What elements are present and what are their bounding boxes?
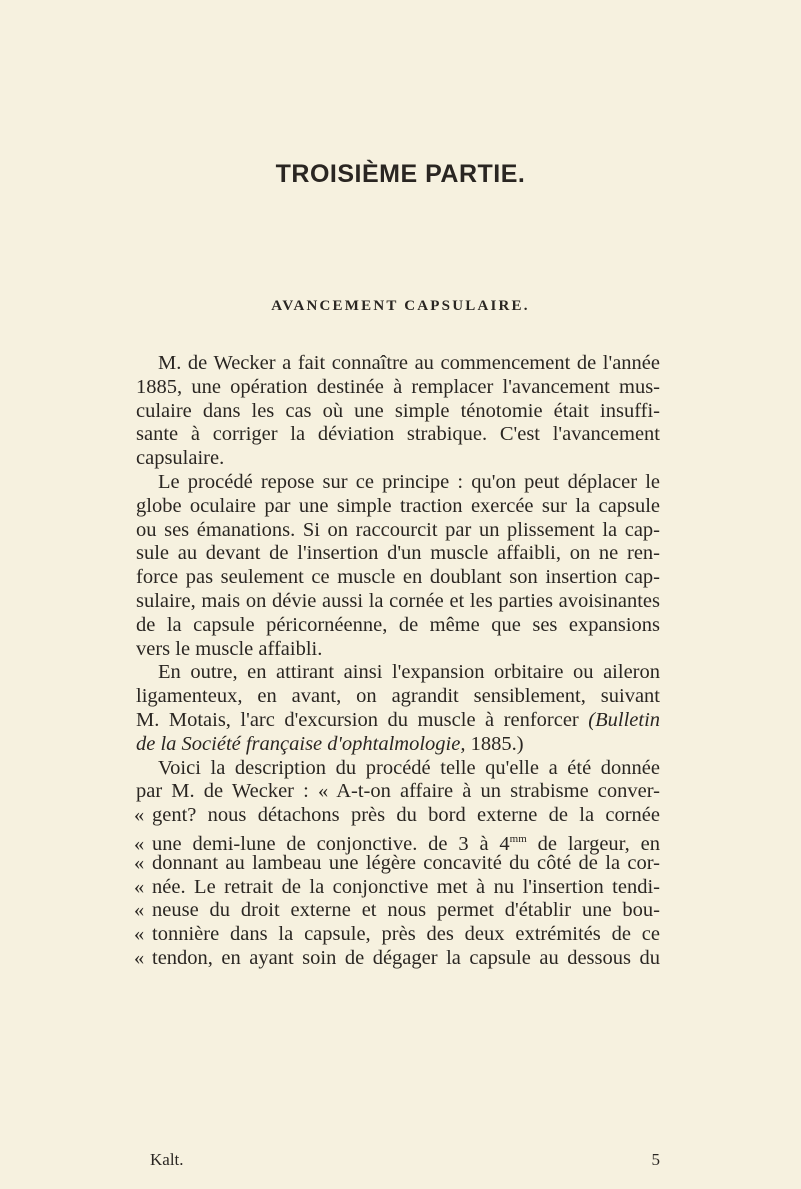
citation-year: 1885.) xyxy=(470,732,524,755)
printer-signature: Kalt. xyxy=(150,1150,184,1169)
text-line: Le procédé repose sur ce principe : qu'on peut déplacer le xyxy=(158,470,660,493)
text-line: sulaire, mais on dévie aussi la cornée et les parties avoisinantes xyxy=(136,589,660,612)
text-segment: donnant au lambeau une légère concavité du côté de la cor- xyxy=(152,851,660,874)
text-line: vers le muscle affaibli. xyxy=(136,637,323,660)
text-line: sante à corriger la déviation strabique. C'est l'avancement xyxy=(136,423,660,446)
text-line: capsulaire. xyxy=(136,447,225,470)
text-segment: née. Le retrait de la conjonctive met à nu l'insertion tendi- xyxy=(152,875,660,898)
quote-line xyxy=(134,828,661,855)
text-segment: une demi-lune de conjonctive. de 3 à 4 xyxy=(152,832,510,855)
quote-mark: « xyxy=(134,851,145,874)
text-line: ou ses émanations. Si on raccourcit par un plissement la cap- xyxy=(136,518,660,541)
text-segment: de largeur, en xyxy=(526,832,661,855)
quote-line xyxy=(136,923,660,947)
quote-mark: « xyxy=(134,804,145,827)
quote-mark: « xyxy=(134,923,145,946)
quote-line xyxy=(136,876,660,900)
text-line: sule au devant de l'insertion d'un muscle affaibli, on ne ren- xyxy=(136,542,660,565)
citation-italic: de la Société française d'ophtalmologie, xyxy=(136,732,466,755)
quote-line xyxy=(136,899,660,923)
text-segment: tendon, en ayant soin de dégager la capsule au dessous du xyxy=(152,946,660,969)
text-line xyxy=(136,709,660,733)
quote-mark: « xyxy=(134,946,145,969)
citation-italic: (Bulletin xyxy=(588,708,661,731)
text-line: En outre, en attirant ainsi l'expansion orbitaire ou aileron xyxy=(158,661,660,684)
unit-superscript: mm xyxy=(509,832,527,845)
quote-mark: « xyxy=(134,899,145,922)
quote-mark: « xyxy=(134,832,145,855)
text-line: par M. de Wecker : « A-t-on affaire à un strabisme conver- xyxy=(136,780,660,803)
text-segment: neuse du droit externe et nous permet d'établir une bou- xyxy=(152,899,660,922)
text-line: de la capsule péricornéenne, de même que ses expansions xyxy=(136,613,660,636)
page-number: 5 xyxy=(651,1150,660,1169)
text-segment: gent? nous détachons près du bord externe de la cornée xyxy=(152,804,660,827)
text-line: globe oculaire par une simple traction exercée sur la capsule xyxy=(136,494,660,517)
quote-line xyxy=(136,852,660,876)
text-line: culaire dans les cas où une simple ténotomie était insuffi- xyxy=(136,399,660,422)
quote-line xyxy=(136,804,660,828)
quote-mark: « xyxy=(134,875,145,898)
quote-line xyxy=(136,947,660,971)
text-line xyxy=(136,733,660,757)
text-line: ligamenteux, en avant, on agrandit sensiblement, suivant xyxy=(136,685,660,708)
text-line: 1885, une opération destinée à remplacer l'avancement mus- xyxy=(136,375,660,398)
section-title: AVANCEMENT CAPSULAIRE. xyxy=(271,298,530,314)
text-line: Voici la description du procédé telle qu'elle a été donnée xyxy=(158,756,660,779)
page-footer xyxy=(150,1150,660,1176)
part-title: TROISIÈME PARTIE. xyxy=(275,160,526,188)
text-segment: M. Motais, l'arc d'excursion du muscle à renforcer xyxy=(136,708,579,731)
text-segment: tonnière dans la capsule, près des deux extrémités de ce xyxy=(152,923,660,946)
text-line: M. de Wecker a fait connaître au commencement de l'année xyxy=(158,352,660,374)
text-line: force pas seulement ce muscle en doublant son insertion cap- xyxy=(136,566,660,589)
body-text xyxy=(136,352,660,971)
